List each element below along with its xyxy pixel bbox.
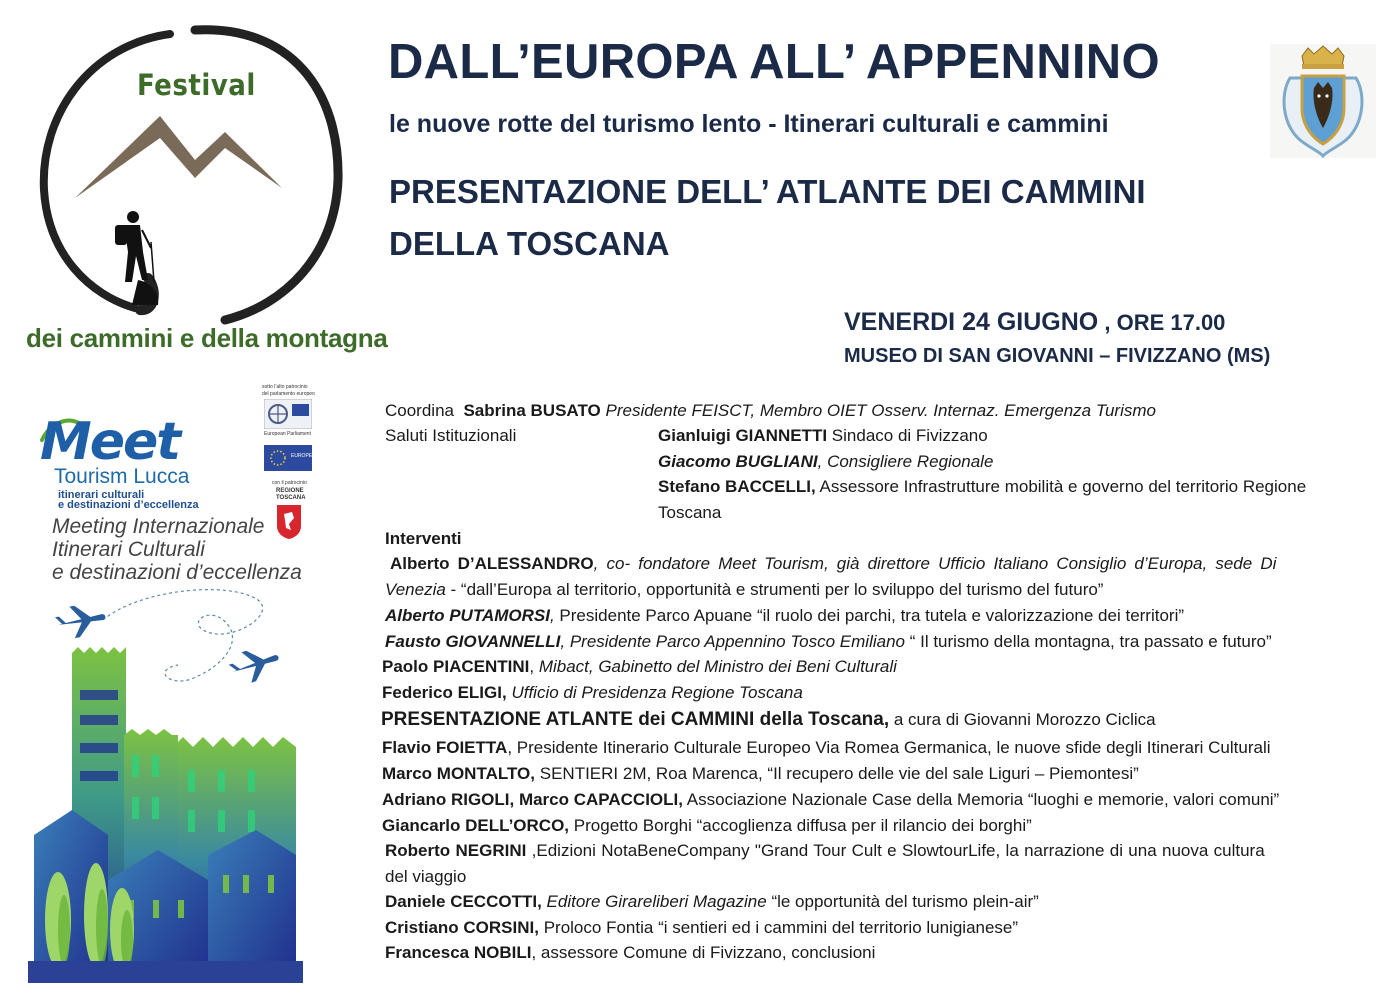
intervento-1-line-b (385, 580, 1103, 600)
presentazione-5-name: Roberto NEGRINI (385, 841, 527, 860)
airplane-icon (54, 601, 109, 641)
intervento-4-name: Paolo PIACENTINI (382, 657, 530, 676)
hiker-icon (115, 211, 158, 305)
presentazione-7-text: Proloco Fontia (543, 918, 654, 937)
presentazione-5-text-a: ,Edizioni NotaBeneCompany "Grand Tour Cult e SlowtourLife, la narrazione di una nuova cultura (531, 841, 1265, 860)
presentazione-6-topic: “le opportunità del turismo plein-air” (771, 892, 1039, 911)
event-date: VENERDI 24 GIUGNO (844, 308, 1099, 336)
coordina-role: Presidente FEISCT, Membro OIET Osserv. Internaz. Emergenza Turismo (605, 401, 1156, 420)
city-illustration (28, 585, 303, 983)
presentazione-3-name: Adriano RIGOLI, Marco CAPACCIOLI, (382, 790, 683, 809)
presentazione-2-text: SENTIERI 2M, Roa Marenca, “Il recupero delle vie del sale Liguri – Piemontesi” (539, 764, 1139, 783)
intervento-1-role-a: co- fondatore Meet Tourism, già direttore Ufficio Italiano Consiglio d’Europa, sede Di (606, 554, 1277, 573)
page-title: DALL’EUROPA ALL’ APPENNINO (388, 35, 1160, 89)
saluto-3-role-b: Toscana (658, 503, 722, 522)
meet-logo-word: Meet (40, 412, 180, 472)
intervento-4-role: Mibact, Gabinetto del Ministro dei Beni Culturali (538, 657, 897, 676)
presentazione-7-name: Cristiano CORSINI, (385, 918, 539, 937)
presentazione-8-text: , assessore Comune di Fivizzano, conclusioni (531, 943, 876, 962)
intervento-1-topic: - “dall’Europa al territorio, opportunità e strumenti per lo sviluppo del turismo del futuro” (450, 580, 1104, 599)
saluto-row-3 (658, 477, 1306, 497)
intervento-2-text: Presidente Parco Apuane “il ruolo dei parchi, tra tutela e valorizzazione dei territori” (559, 606, 1185, 625)
date-separator: , (1098, 310, 1117, 335)
intervento-3-role: Presidente Parco Appennino Tosco Emiliano (569, 632, 905, 651)
intervento-4: Paolo PIACENTINI, Mibact, Gabinetto del Ministro dei Beni Culturali (382, 657, 897, 676)
presentazione-6 (385, 892, 1039, 912)
presentazione-3 (382, 790, 1279, 810)
presentazione-8-name: Francesca NOBILI (385, 943, 532, 962)
presentazione-5-text-b: del viaggio (385, 867, 467, 886)
regione-label-1: REGIONE (276, 488, 304, 494)
presentazione-4-text: Progetto Borghi “accoglienza diffusa per il rilancio dei borghi” (573, 816, 1032, 835)
regione-label-2: TOSCANA (276, 495, 306, 501)
event-time: ORE 17.00 (1116, 310, 1226, 335)
intervento-5-role: Ufficio di Presidenza Regione Toscana (511, 683, 803, 702)
interventi-label: Interventi (385, 529, 462, 548)
european-parliament-icon (264, 399, 312, 429)
presentazione-6-role: Editore Girareliberi Magazine (546, 892, 767, 911)
presentation-title-line2: DELLA TOSCANA (389, 225, 670, 262)
saluto-3-role-a: Assessore Infrastrutture mobilità e governo del territorio Regione (819, 477, 1307, 496)
intervento-3: Fausto GIOVANNELLI, Presidente Parco Appennino Tosco Emiliano “ Il turismo della montagna, tra passato e futuro” (385, 632, 1272, 651)
presentazione-5-line-a (385, 841, 1375, 861)
ep-caption-2: del parlamento europeo (262, 391, 315, 397)
intervento-5 (382, 683, 803, 703)
festival-logo-caption: dei cammini e della montagna (26, 323, 388, 353)
presentazione-1-name: Flavio FOIETTA (382, 738, 508, 757)
intervento-3-name: Fausto GIOVANNELLI (385, 632, 561, 651)
presentazione-2 (382, 764, 1139, 784)
meet-logo-tag-2: e destinazioni d’eccellenza (58, 499, 199, 511)
eu-label: EUROPE (291, 453, 313, 459)
event-date-line (844, 308, 1225, 337)
saluto-2-role: Consigliere Regionale (827, 452, 994, 471)
saluto-row-2: Giacomo BUGLIANI, Consigliere Regionale (658, 452, 994, 471)
saluti-label: Saluti Istituzionali (385, 426, 517, 445)
intervento-2: Alberto PUTAMORSI, Presidente Parco Apuane “il ruolo dei parchi, tra tutela e valorizzazione dei territori” (385, 606, 1185, 625)
airplane-icon (226, 642, 283, 688)
presentazione-2-name: Marco MONTALTO, (382, 764, 535, 783)
intervento-1-name: Alberto D’ALESSANDRO (390, 554, 594, 573)
intervento-5-name: Federico ELIGI, (382, 683, 507, 702)
meet-line-2: Itinerari Culturali (52, 538, 205, 561)
intervento-3-topic: “ Il turismo della montagna, tra passato e futuro” (909, 632, 1272, 651)
atlante-title: PRESENTAZIONE ATLANTE dei CAMMINI della Toscana, (381, 709, 890, 730)
saluto-1-name: Gianluigi GIANNETTI (658, 426, 828, 445)
presentazione-7 (385, 918, 1018, 938)
saluto-1-role: Sindaco di Fivizzano (831, 426, 988, 445)
coordina-row (385, 401, 1156, 421)
presentazione-4 (382, 816, 1032, 836)
presentation-title-line1: PRESENTAZIONE DELL’ ATLANTE DEI CAMMINI (389, 173, 1146, 210)
atlante-row (381, 709, 1156, 731)
presentazione-3-text: Associazione Nazionale Case della Memoria “luoghi e memorie, valori comuni” (686, 790, 1280, 809)
mountains-icon (75, 116, 282, 198)
municipal-crest-icon (1270, 44, 1376, 158)
atlante-curator: a cura di Giovanni Morozzo Ciclica (893, 710, 1156, 729)
meet-line-1: Meeting Internazionale (52, 515, 265, 538)
ep-label: European Parliament (264, 431, 311, 437)
presentazione-7-topic: “i sentieri ed i cammini del territorio lunigianese” (658, 918, 1019, 937)
coordina-label: Coordina (385, 401, 454, 420)
presentazione-1: Flavio FOIETTA, Presidente Itinerario Culturale Europeo Via Romea Germanica, le nuove sfide degli Itinerari Culturali (382, 738, 1271, 757)
meet-logo-sub: Tourism Lucca (54, 465, 190, 488)
regione-caption: con il patrocinio (272, 480, 307, 486)
presentazione-8 (385, 943, 875, 963)
presentazione-1-text: Presidente Itinerario Culturale Europeo Via Romea Germanica, le nuove sfide degli Itinerari Culturali (516, 738, 1271, 757)
saluto-2-name: Giacomo BUGLIANI (658, 452, 818, 471)
intervento-1-line-a: Alberto D’ALESSANDRO, co- fondatore Meet Tourism, già direttore Ufficio Italiano Consiglio d’Europa, sede Di (390, 554, 1277, 573)
regione-toscana-crest-icon (276, 504, 302, 540)
ep-caption-1: sotto l’alto patrocinio (262, 384, 308, 390)
saluto-3-name: Stefano BACCELLI, (658, 477, 816, 496)
festival-logo-word: Festival (137, 68, 256, 102)
saluto-row-1 (658, 426, 988, 446)
intervento-1-role-b: Venezia (385, 580, 446, 599)
coordina-name: Sabrina BUSATO (463, 401, 601, 420)
presentazione-4-name: Giancarlo DELL’ORCO, (382, 816, 570, 835)
intervento-2-name: Alberto PUTAMORSI (385, 606, 550, 625)
presentation-title (389, 166, 1269, 270)
event-venue: MUSEO DI SAN GIOVANNI – FIVIZZANO (MS) (844, 345, 1271, 367)
presentazione-6-name: Daniele CECCOTTI, (385, 892, 542, 911)
page-subtitle: le nuove rotte del turismo lento - Itinerari culturali e cammini (389, 110, 1109, 138)
meet-line-3: e destinazioni d’eccellenza (52, 561, 302, 584)
meet-logo-tag-1: itinerari culturali (58, 489, 145, 501)
